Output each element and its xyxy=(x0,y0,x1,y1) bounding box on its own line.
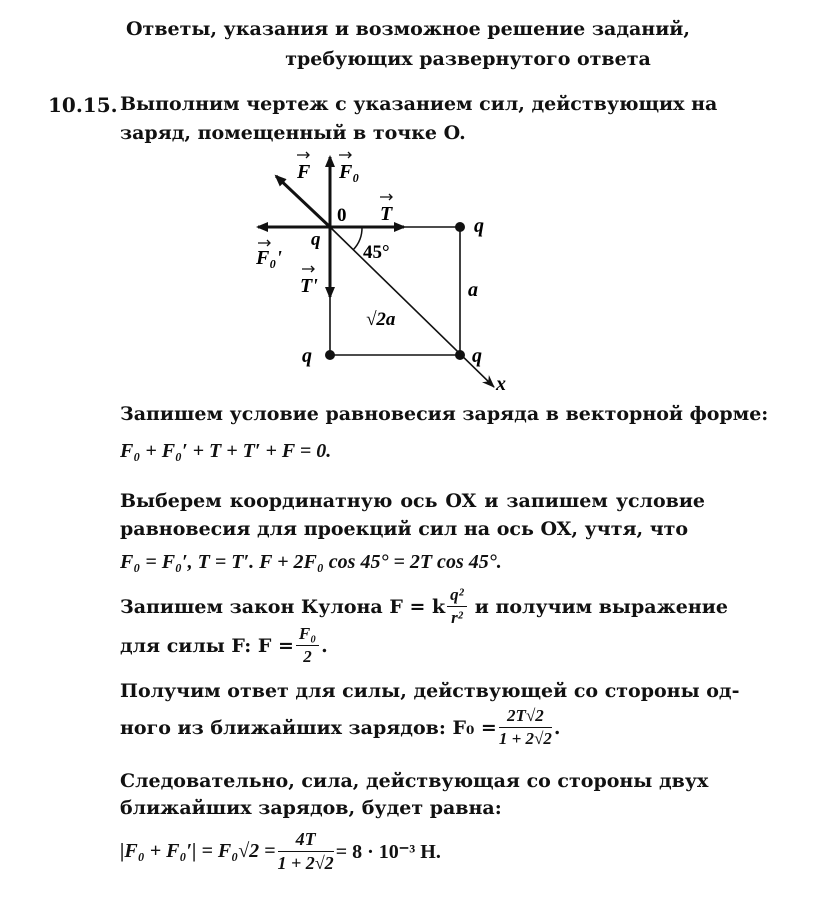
paragraph-1: Запишем условие равновесия заряда в векторной форме: xyxy=(120,403,769,425)
final-equation-rhs: = 8 · 10⁻³ Н. xyxy=(335,841,441,863)
coulomb-fraction-denominator: r² xyxy=(451,608,463,627)
coulomb-text-a: Запишем закон Кулона F = k xyxy=(120,595,446,618)
problem-number: 10.15. xyxy=(48,93,118,117)
label-T: T xyxy=(380,203,393,225)
label-q-top-right: q xyxy=(474,215,484,237)
force-f-fraction-numerator: F₀ xyxy=(296,624,319,646)
label-angle-45: 45° xyxy=(363,242,390,263)
coulomb-fraction xyxy=(447,585,467,628)
answer-fraction-denominator: 1 + 2√2 xyxy=(498,729,552,748)
force-f-fraction xyxy=(296,624,319,667)
equation-1: F₀ + F₀′ + T + T′ + F = 0. xyxy=(120,440,332,462)
force-f-fraction-denominator: 2 xyxy=(303,647,312,666)
label-q-bottom-right: q xyxy=(472,345,482,367)
label-q-origin: q xyxy=(311,229,321,250)
paragraph-2-line-2: равновесия для проекций сил на ось OX, учтя, что xyxy=(120,518,689,540)
answer-fraction-numerator: 2T√2 xyxy=(499,706,552,728)
paragraph-5-line-2: ближайших зарядов, будет равна: xyxy=(120,797,502,819)
paragraph-4-line-1: Получим ответ для силы, действующей со стороны од- xyxy=(120,680,740,702)
label-q-bottom-left: q xyxy=(302,345,312,367)
label-F0-prime: F₀' xyxy=(256,247,282,269)
equation-2: F₀ = F₀′, T = T′. F + 2F₀ cos 45° = 2T cos 45°. xyxy=(120,551,502,573)
charge-top-right xyxy=(455,222,465,232)
final-equation-lhs: |F₀ + F₀′| = F₀√2 = xyxy=(120,840,276,862)
final-fraction-numerator: 4T xyxy=(278,829,334,852)
label-F0: F₀ xyxy=(339,161,360,183)
label-x: x xyxy=(496,373,506,395)
charge-bottom-right xyxy=(455,350,465,360)
label-origin-0: 0 xyxy=(337,205,347,226)
coulomb-text-b: и получим выражение xyxy=(474,595,728,618)
vector-f-diagonal-arrow xyxy=(276,176,330,227)
answer-text-a: ного из ближайших зарядов: F₀ = xyxy=(120,716,497,739)
x-axis xyxy=(330,227,494,387)
intro-line-1: Выполним чертеж с указанием сил, действующих на xyxy=(120,93,718,115)
paragraph-2-line-1: Выберем координатную ось OX и запишем условие xyxy=(120,490,705,512)
section-title-line-1: Ответы, указания и возможное решение заданий, xyxy=(126,18,690,40)
final-fraction-denominator: 1 + 2√2 xyxy=(277,853,334,873)
section-title-line-2: требующих развернутого ответа xyxy=(285,48,651,70)
paragraph-4-line-2 xyxy=(120,706,560,749)
answer-fraction xyxy=(499,706,552,749)
label-a: a xyxy=(468,279,478,301)
label-sqrt2a: √2a xyxy=(366,309,396,330)
answer-text-b: . xyxy=(553,716,561,739)
paragraph-3-line-2 xyxy=(120,624,328,667)
force-f-text-b: . xyxy=(321,634,328,657)
angle-arc xyxy=(353,227,362,250)
label-F: F xyxy=(297,161,311,183)
paragraph-3-line-1 xyxy=(120,585,728,628)
label-T-prime: T' xyxy=(300,275,318,297)
force-f-text-a: для силы F: F = xyxy=(120,634,294,657)
intro-line-2: заряд, помещенный в точке O. xyxy=(120,122,466,144)
charge-bottom-left xyxy=(325,350,335,360)
coulomb-fraction-numerator: q² xyxy=(447,585,467,607)
final-equation xyxy=(120,829,441,874)
final-fraction xyxy=(278,829,334,874)
paragraph-5-line-1: Следовательно, сила, действующая со стороны двух xyxy=(120,770,709,792)
